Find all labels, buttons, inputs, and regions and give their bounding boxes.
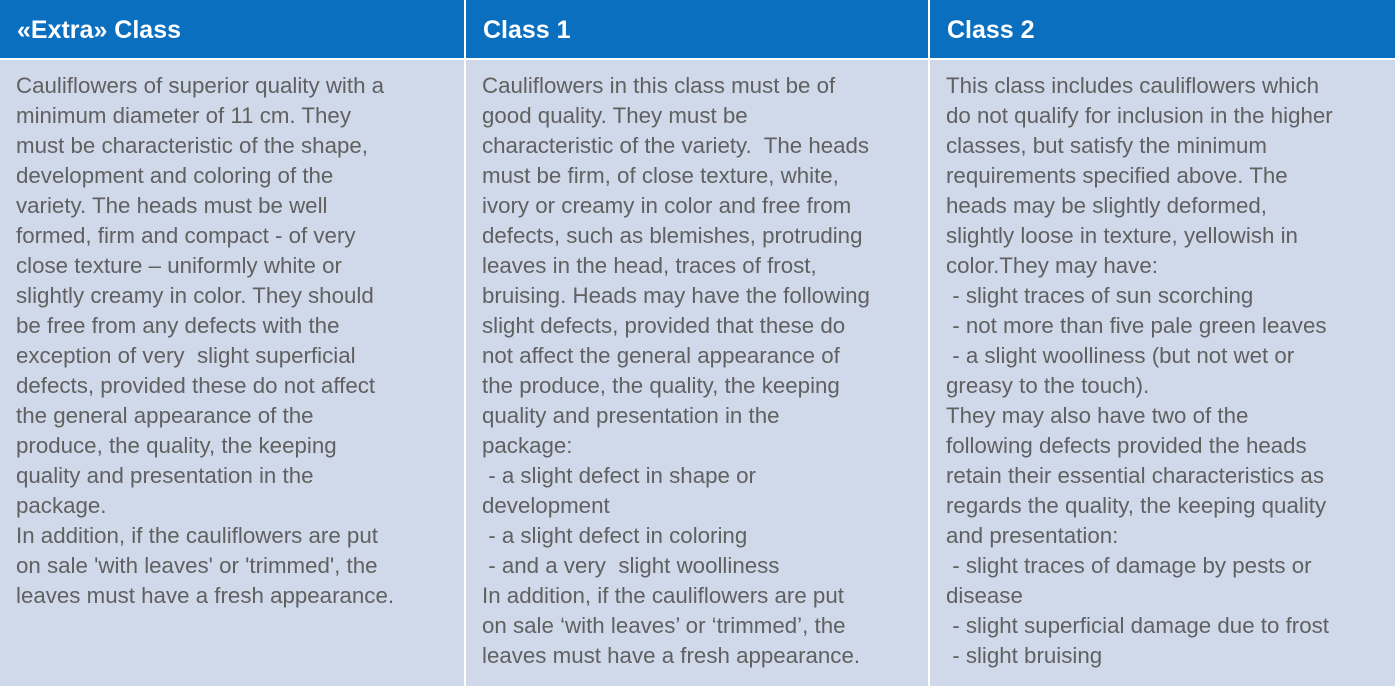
- text-line: quality and presentation in the: [482, 403, 780, 428]
- text-line: the general appearance of the: [16, 403, 314, 428]
- text-line: development: [482, 493, 610, 518]
- text-line: exception of very slight superficial: [16, 343, 356, 368]
- header-class-1: Class 1: [464, 0, 928, 60]
- text-line: greasy to the touch).: [946, 373, 1150, 398]
- text-line: In addition, if the cauliflowers are put: [16, 523, 378, 548]
- text-line: ivory or creamy in color and free from: [482, 193, 852, 218]
- text-line: - slight traces of sun scorching: [946, 283, 1254, 308]
- text-line: and presentation:: [946, 523, 1119, 548]
- text-line: do not qualify for inclusion in the higher: [946, 103, 1333, 128]
- text-line: Cauliflowers of superior quality with a: [16, 73, 385, 98]
- text-line: retain their essential characteristics as: [946, 463, 1324, 488]
- text-line: characteristic of the variety. The heads: [482, 133, 870, 158]
- text-line: - slight traces of damage by pests or: [946, 553, 1312, 578]
- text-line: be free from any defects with the: [16, 313, 340, 338]
- text-line: on sale ‘with leaves’ or ‘trimmed’, the: [482, 613, 846, 638]
- text-line: - not more than five pale green leaves: [946, 313, 1327, 338]
- text-line: regards the quality, the keeping quality: [946, 493, 1327, 518]
- text-line: - a slight defect in coloring: [482, 523, 748, 548]
- text-line: slight defects, provided that these do: [482, 313, 846, 338]
- text-line: close texture – uniformly white or: [16, 253, 342, 278]
- text-line: - slight superficial damage due to frost: [946, 613, 1329, 638]
- text-line: leaves in the head, traces of frost,: [482, 253, 817, 278]
- text-line: bruising. Heads may have the following: [482, 283, 870, 308]
- text-line: Cauliflowers in this class must be of: [482, 73, 836, 98]
- text-line: formed, firm and compact - of very: [16, 223, 356, 248]
- extra-class-description: [0, 60, 464, 686]
- text-line: the produce, the quality, the keeping: [482, 373, 840, 398]
- text-line: color.They may have:: [946, 253, 1158, 278]
- text-line: must be firm, of close texture, white,: [482, 163, 839, 188]
- text-line: This class includes cauliflowers which: [946, 73, 1319, 98]
- text-line: - slight bruising: [946, 643, 1103, 668]
- text-line: defects, such as blemishes, protruding: [482, 223, 863, 248]
- text-line: - a slight woolliness (but not wet or: [946, 343, 1295, 368]
- text-line: leaves must have a fresh appearance.: [16, 583, 395, 608]
- text-line: classes, but satisfy the minimum: [946, 133, 1267, 158]
- text-line: not affect the general appearance of: [482, 343, 840, 368]
- text-line: variety. The heads must be well: [16, 193, 328, 218]
- class-2-description: [928, 60, 1395, 686]
- text-line: good quality. They must be: [482, 103, 748, 128]
- text-line: slightly loose in texture, yellowish in: [946, 223, 1298, 248]
- text-line: must be characteristic of the shape,: [16, 133, 368, 158]
- text-line: quality and presentation in the: [16, 463, 314, 488]
- text-line: package:: [482, 433, 573, 458]
- text-line: - and a very slight woolliness: [482, 553, 780, 578]
- header-extra-class: «Extra» Class: [0, 0, 464, 60]
- text-line: minimum diameter of 11 cm. They: [16, 103, 351, 128]
- text-line: on sale 'with leaves' or 'trimmed', the: [16, 553, 378, 578]
- text-line: disease: [946, 583, 1023, 608]
- text-line: - a slight defect in shape or: [482, 463, 756, 488]
- text-line: slightly creamy in color. They should: [16, 283, 374, 308]
- text-line: following defects provided the heads: [946, 433, 1307, 458]
- text-line: produce, the quality, the keeping: [16, 433, 337, 458]
- text-line: development and coloring of the: [16, 163, 334, 188]
- text-line: In addition, if the cauliflowers are put: [482, 583, 844, 608]
- text-line: requirements specified above. The: [946, 163, 1288, 188]
- text-line: package.: [16, 493, 107, 518]
- header-class-2: Class 2: [928, 0, 1395, 60]
- class-1-description: [464, 60, 928, 686]
- text-line: They may also have two of the: [946, 403, 1249, 428]
- text-line: heads may be slightly deformed,: [946, 193, 1267, 218]
- text-line: defects, provided these do not affect: [16, 373, 376, 398]
- text-line: leaves must have a fresh appearance.: [482, 643, 861, 668]
